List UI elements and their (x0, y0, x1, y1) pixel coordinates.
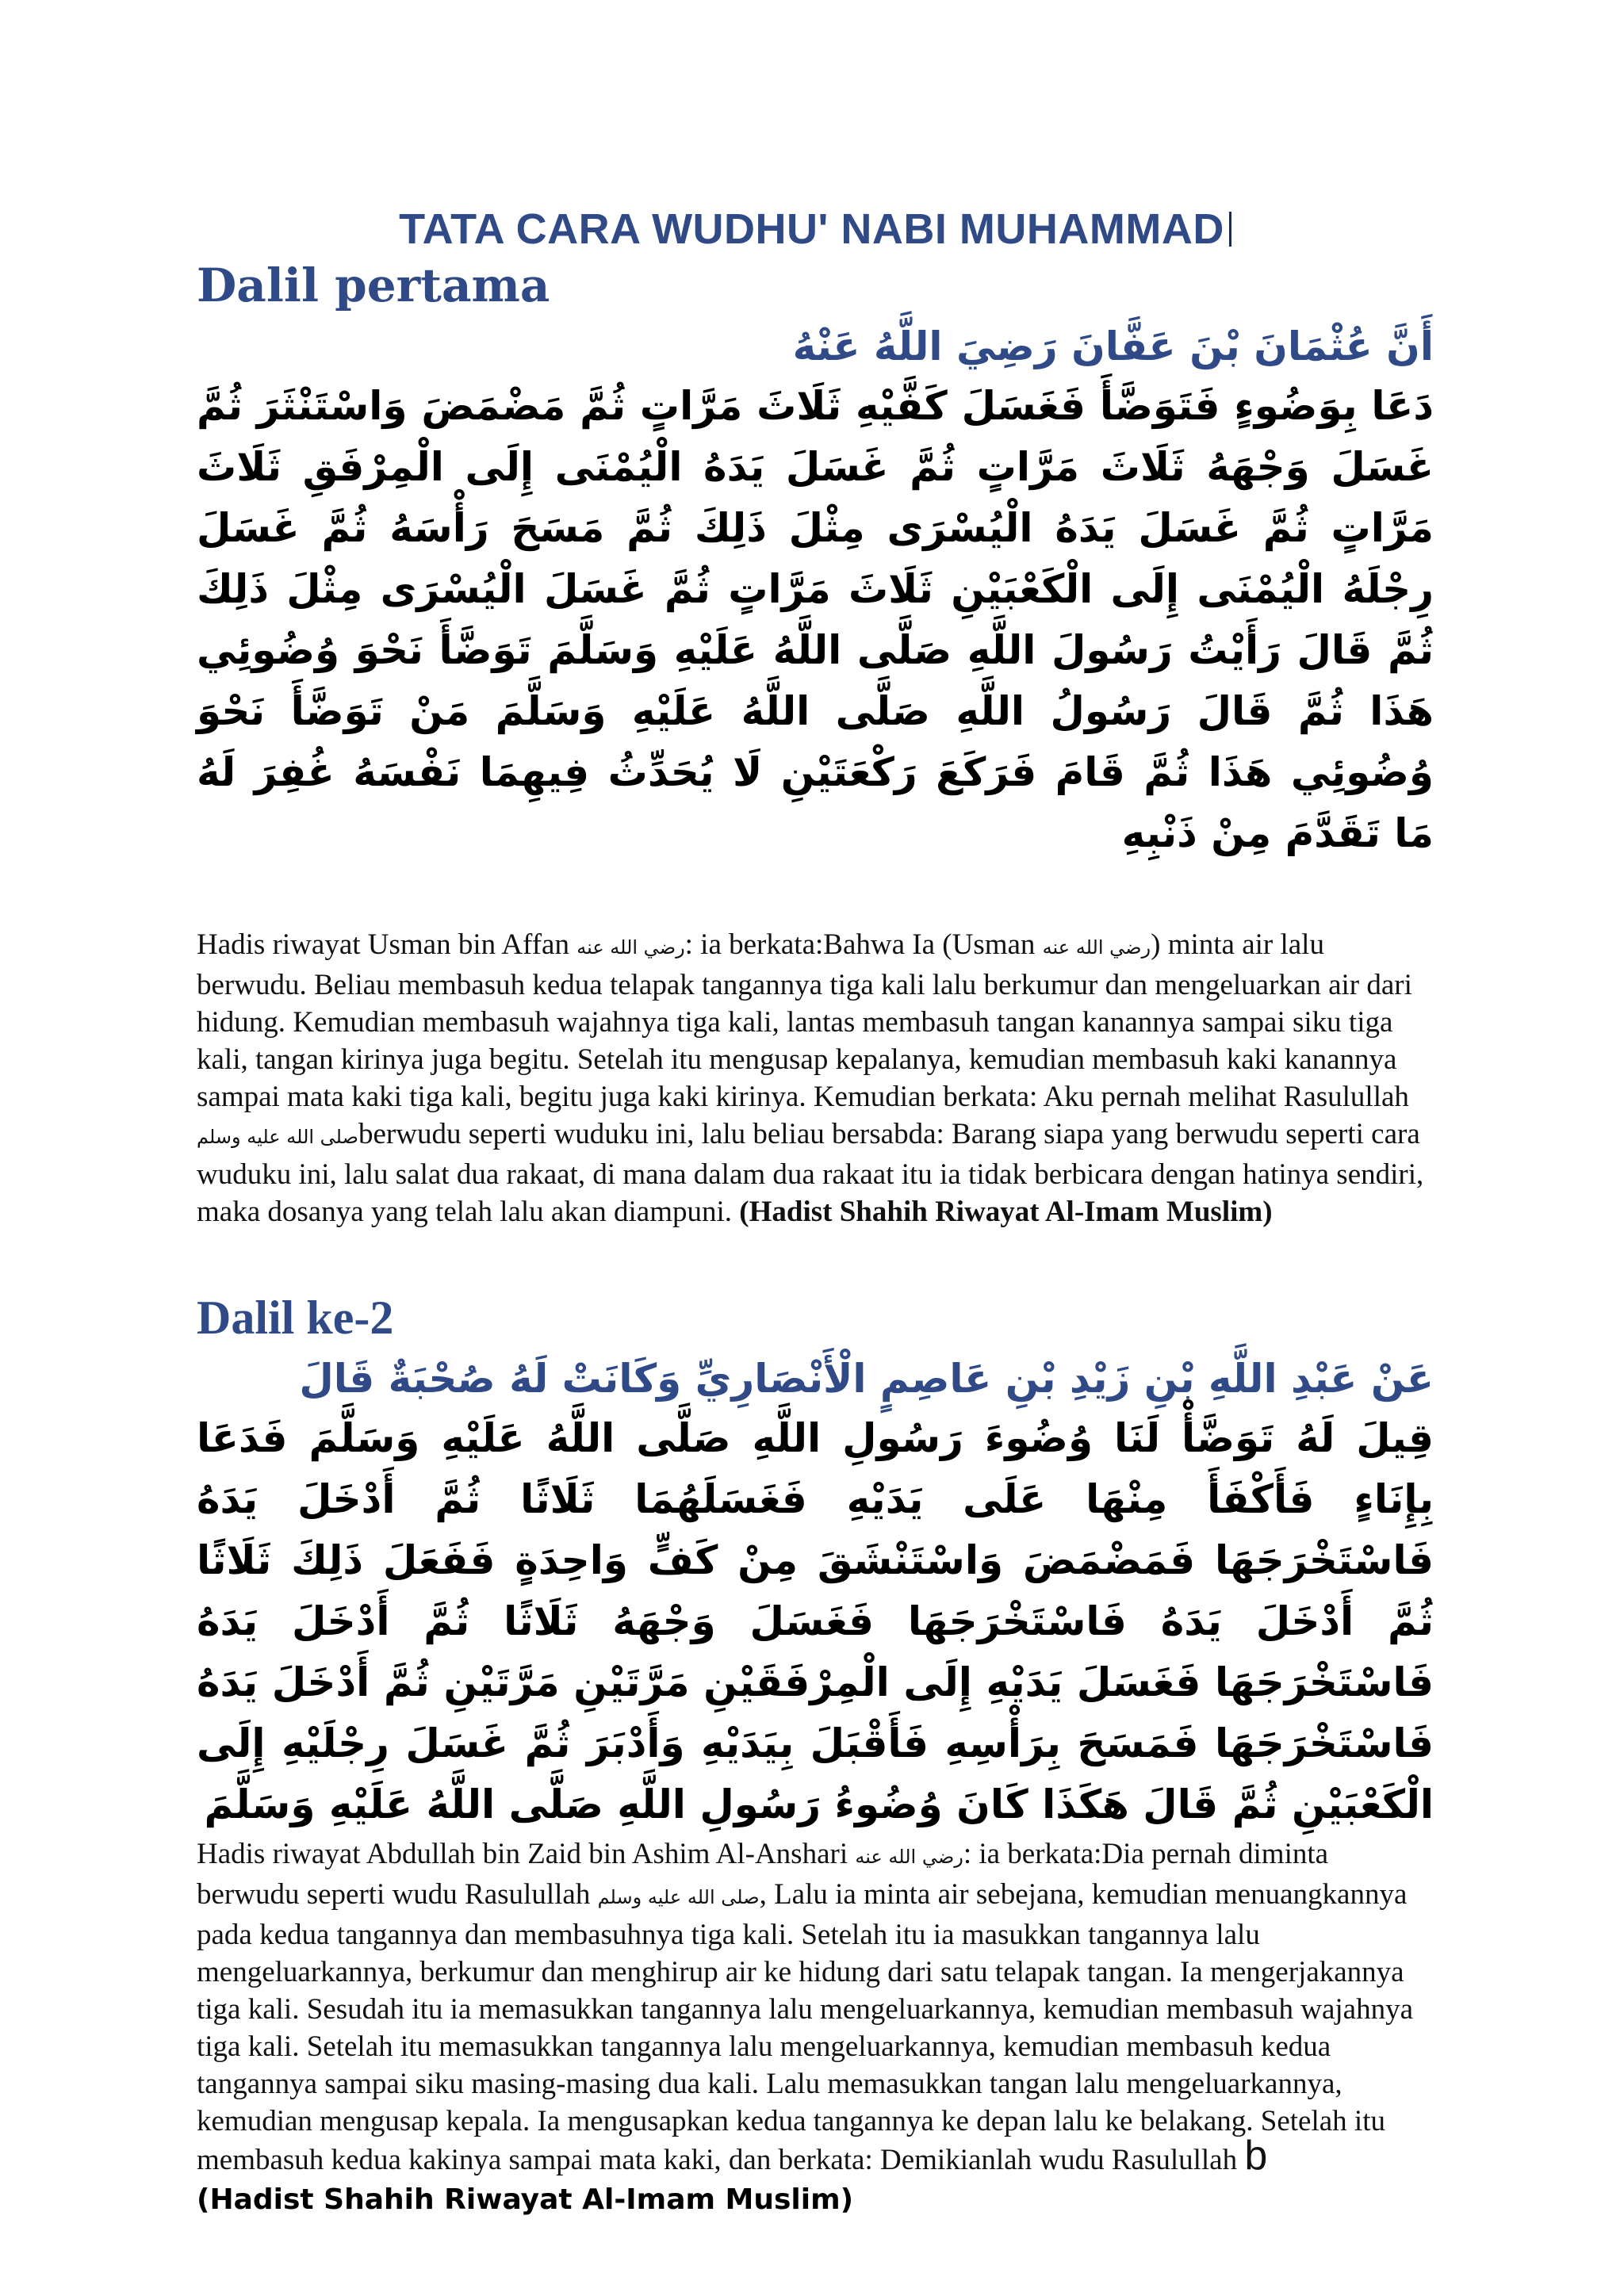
arabic-salawat: صلى الله عليه وسلم (597, 1886, 760, 1908)
text-cursor (1229, 212, 1231, 247)
arabic-narrator-line: عَنْ عَبْدِ اللَّهِ بْنِ زَيْدِ بْنِ عَاصِمٍ الْأَنْصَارِيِّ وَكَانَتْ لَهُ صُحْبَةٌ قَالَ (299, 1356, 1434, 1402)
section-dalil-pertama (197, 257, 1434, 1230)
arabic-honorific: رضي الله عنه (1042, 936, 1151, 959)
hadith-source: (Hadist Shahih Riwayat Al-Imam Muslim) (197, 2183, 854, 2216)
translation-paragraph (197, 926, 1434, 1230)
document-page (197, 205, 1434, 2216)
spacer (197, 864, 1434, 926)
arabic-honorific: رضي الله عنه (576, 936, 685, 959)
arabic-honorific: رضي الله عنه (855, 1846, 963, 1868)
document-title-text: TATA CARA WUDHU' NABI MUHAMMAD (399, 205, 1224, 253)
translation-text: Hadis riwayat Abdullah bin Zaid bin Ashim Al-Anshari (197, 1838, 856, 1870)
translation-text: berwudu seperti wuduku ini, lalu beliau bersabda: Barang siapa yang berwudu seperti cara wuduku ini, lalu salat dua rakaat, di mana dalam dua rakaat itu ia tidak berbicara dengan hatinya sendiri, maka dosanya yang telah lalu akan diampuni. (197, 1118, 1424, 1228)
arabic-salawat: صلى الله عليه وسلم (197, 1126, 358, 1148)
translation-text: ) minta air lalu berwudu. Beliau membasuh kedua telapak tangannya tiga kali lalu berkumur dan mengeluarkan air dari hidung. Kemudian membasuh wajahnya tiga kali, lantas membasuh tangan kanannya sampai siku tiga kali, tangan kirinya juga begitu. Setelah itu mengusap kepalanya, kemudian membasuh kaki kanannya sampai mata kaki tiga kali, begitu juga kaki kirinya. Kemudian berkata: Aku pernah melihat Rasulullah (197, 928, 1412, 1113)
hadith-source: (Hadist Shahih Riwayat Al-Imam Muslim) (739, 1196, 1273, 1228)
translation-text: , Lalu ia minta air sebejana, kemudian menuangkannya pada kedua tangannya dan membasuhnya tiga kali. Setelah itu ia masukkan tangannya lalu mengeluarkannya, berkumur dan menghirup air ke hidung dari satu telapak tangan. Ia mengerjakannya tiga kali. Sesudah itu ia memasukkan tangannya lalu mengeluarkannya, kemudian membasuh wajahnya tiga kali. Setelah itu memasukkan tangannya lalu mengeluarkannya, kemudian membasuh kedua tangannya sampai siku masing-masing dua kali. Lalu memasukkan tangan lalu mengeluarkannya, kemudian mengusap kepala. Ia mengusapkan kedua tangannya ke depan lalu ke belakang. Setelah itu membasuh kedua kakinya sampai mata kaki, dan berkata: Demikianlah wudu Rasulullah (197, 1878, 1414, 2176)
section-dalil-ke-2 (197, 1289, 1434, 2216)
arabic-hadith-text: قِيلَ لَهُ تَوَضَّأْ لَنَا وُضُوءَ رَسُولِ اللَّهِ صَلَّى اللَّهُ عَلَيْهِ وَسَلَّمَ فَدَعَا بِإِنَاءٍ فَأَكْفَأَ مِنْهَا عَلَى يَدَيْهِ فَغَسَلَهُمَا ثَلَاثًا ثُمَّ أَدْخَلَ يَدَهُ فَاسْتَخْرَجَهَا فَمَضْمَضَ وَاسْتَنْشَقَ مِنْ كَفٍّ وَاحِدَةٍ فَفَعَلَ ذَلِكَ ثَلَاثًا ثُمَّ أَدْخَلَ يَدَهُ فَاسْتَخْرَجَهَا فَغَسَلَ وَجْهَهُ ثَلَاثًا ثُمَّ أَدْخَلَ يَدَهُ فَاسْتَخْرَجَهَا فَغَسَلَ يَدَيْهِ إِلَى الْمِرْفَقَيْنِ مَرَّتَيْنِ مَرَّتَيْنِ ثُمَّ أَدْخَلَ يَدَهُ فَاسْتَخْرَجَهَا فَمَسَحَ بِرَأْسِهِ فَأَقْبَلَ بِيَدَيْهِ وَأَدْبَرَ ثُمَّ غَسَلَ رِجْلَيْهِ إِلَى الْكَعْبَيْنِ ثُمَّ قَالَ هَكَذَا كَانَ وُضُوءُ رَسُولِ اللَّهِ صَلَّى اللَّهُ عَلَيْهِ وَسَلَّمَ (197, 1415, 1434, 1827)
symbol-glyph: b (1244, 2133, 1268, 2179)
translation-text: : ia berkata:Dia pernah diminta berwudu seperti wudu Rasulullah (197, 1838, 1329, 1911)
translation-text: Hadis riwayat Usman bin Affan (197, 928, 577, 961)
document-title (197, 205, 1434, 254)
translation-paragraph (197, 1835, 1434, 2179)
section-heading: Dalil pertama (197, 258, 550, 312)
spacer (197, 1230, 1434, 1289)
arabic-narrator-line: أَنَّ عُثْمَانَ بْنَ عَفَّانَ رَضِيَ اللَّهُ عَنْهُ (792, 323, 1434, 369)
section-heading: Dalil ke-2 (197, 1292, 394, 1344)
arabic-hadith-text: دَعَا بِوَضُوءٍ فَتَوَضَّأَ فَغَسَلَ كَفَّيْهِ ثَلَاثَ مَرَّاتٍ ثُمَّ مَضْمَضَ وَاسْتَنْثَرَ ثُمَّ غَسَلَ وَجْهَهُ ثَلَاثَ مَرَّاتٍ ثُمَّ غَسَلَ يَدَهُ الْيُمْنَى إِلَى الْمِرْفَقِ ثَلَاثَ مَرَّاتٍ ثُمَّ غَسَلَ يَدَهُ الْيُسْرَى مِثْلَ ذَلِكَ ثُمَّ مَسَحَ رَأْسَهُ ثُمَّ غَسَلَ رِجْلَهُ الْيُمْنَى إِلَى الْكَعْبَيْنِ ثَلَاثَ مَرَّاتٍ ثُمَّ غَسَلَ الْيُسْرَى مِثْلَ ذَلِكَ ثُمَّ قَالَ رَأَيْتُ رَسُولَ اللَّهِ صَلَّى اللَّهُ عَلَيْهِ وَسَلَّمَ تَوَضَّأَ نَحْوَ وُضُوئِي هَذَا ثُمَّ قَالَ رَسُولُ اللَّهِ صَلَّى اللَّهُ عَلَيْهِ وَسَلَّمَ مَنْ تَوَضَّأَ نَحْوَ وُضُوئِي هَذَا ثُمَّ قَامَ فَرَكَعَ رَكْعَتَيْنِ لَا يُحَدِّثُ فِيهِمَا نَفْسَهُ غُفِرَ لَهُ مَا تَقَدَّمَ مِنْ ذَنْبِهِ (197, 383, 1434, 856)
translation-text: : ia berkata:Bahwa Ia (Usman (684, 928, 1043, 961)
